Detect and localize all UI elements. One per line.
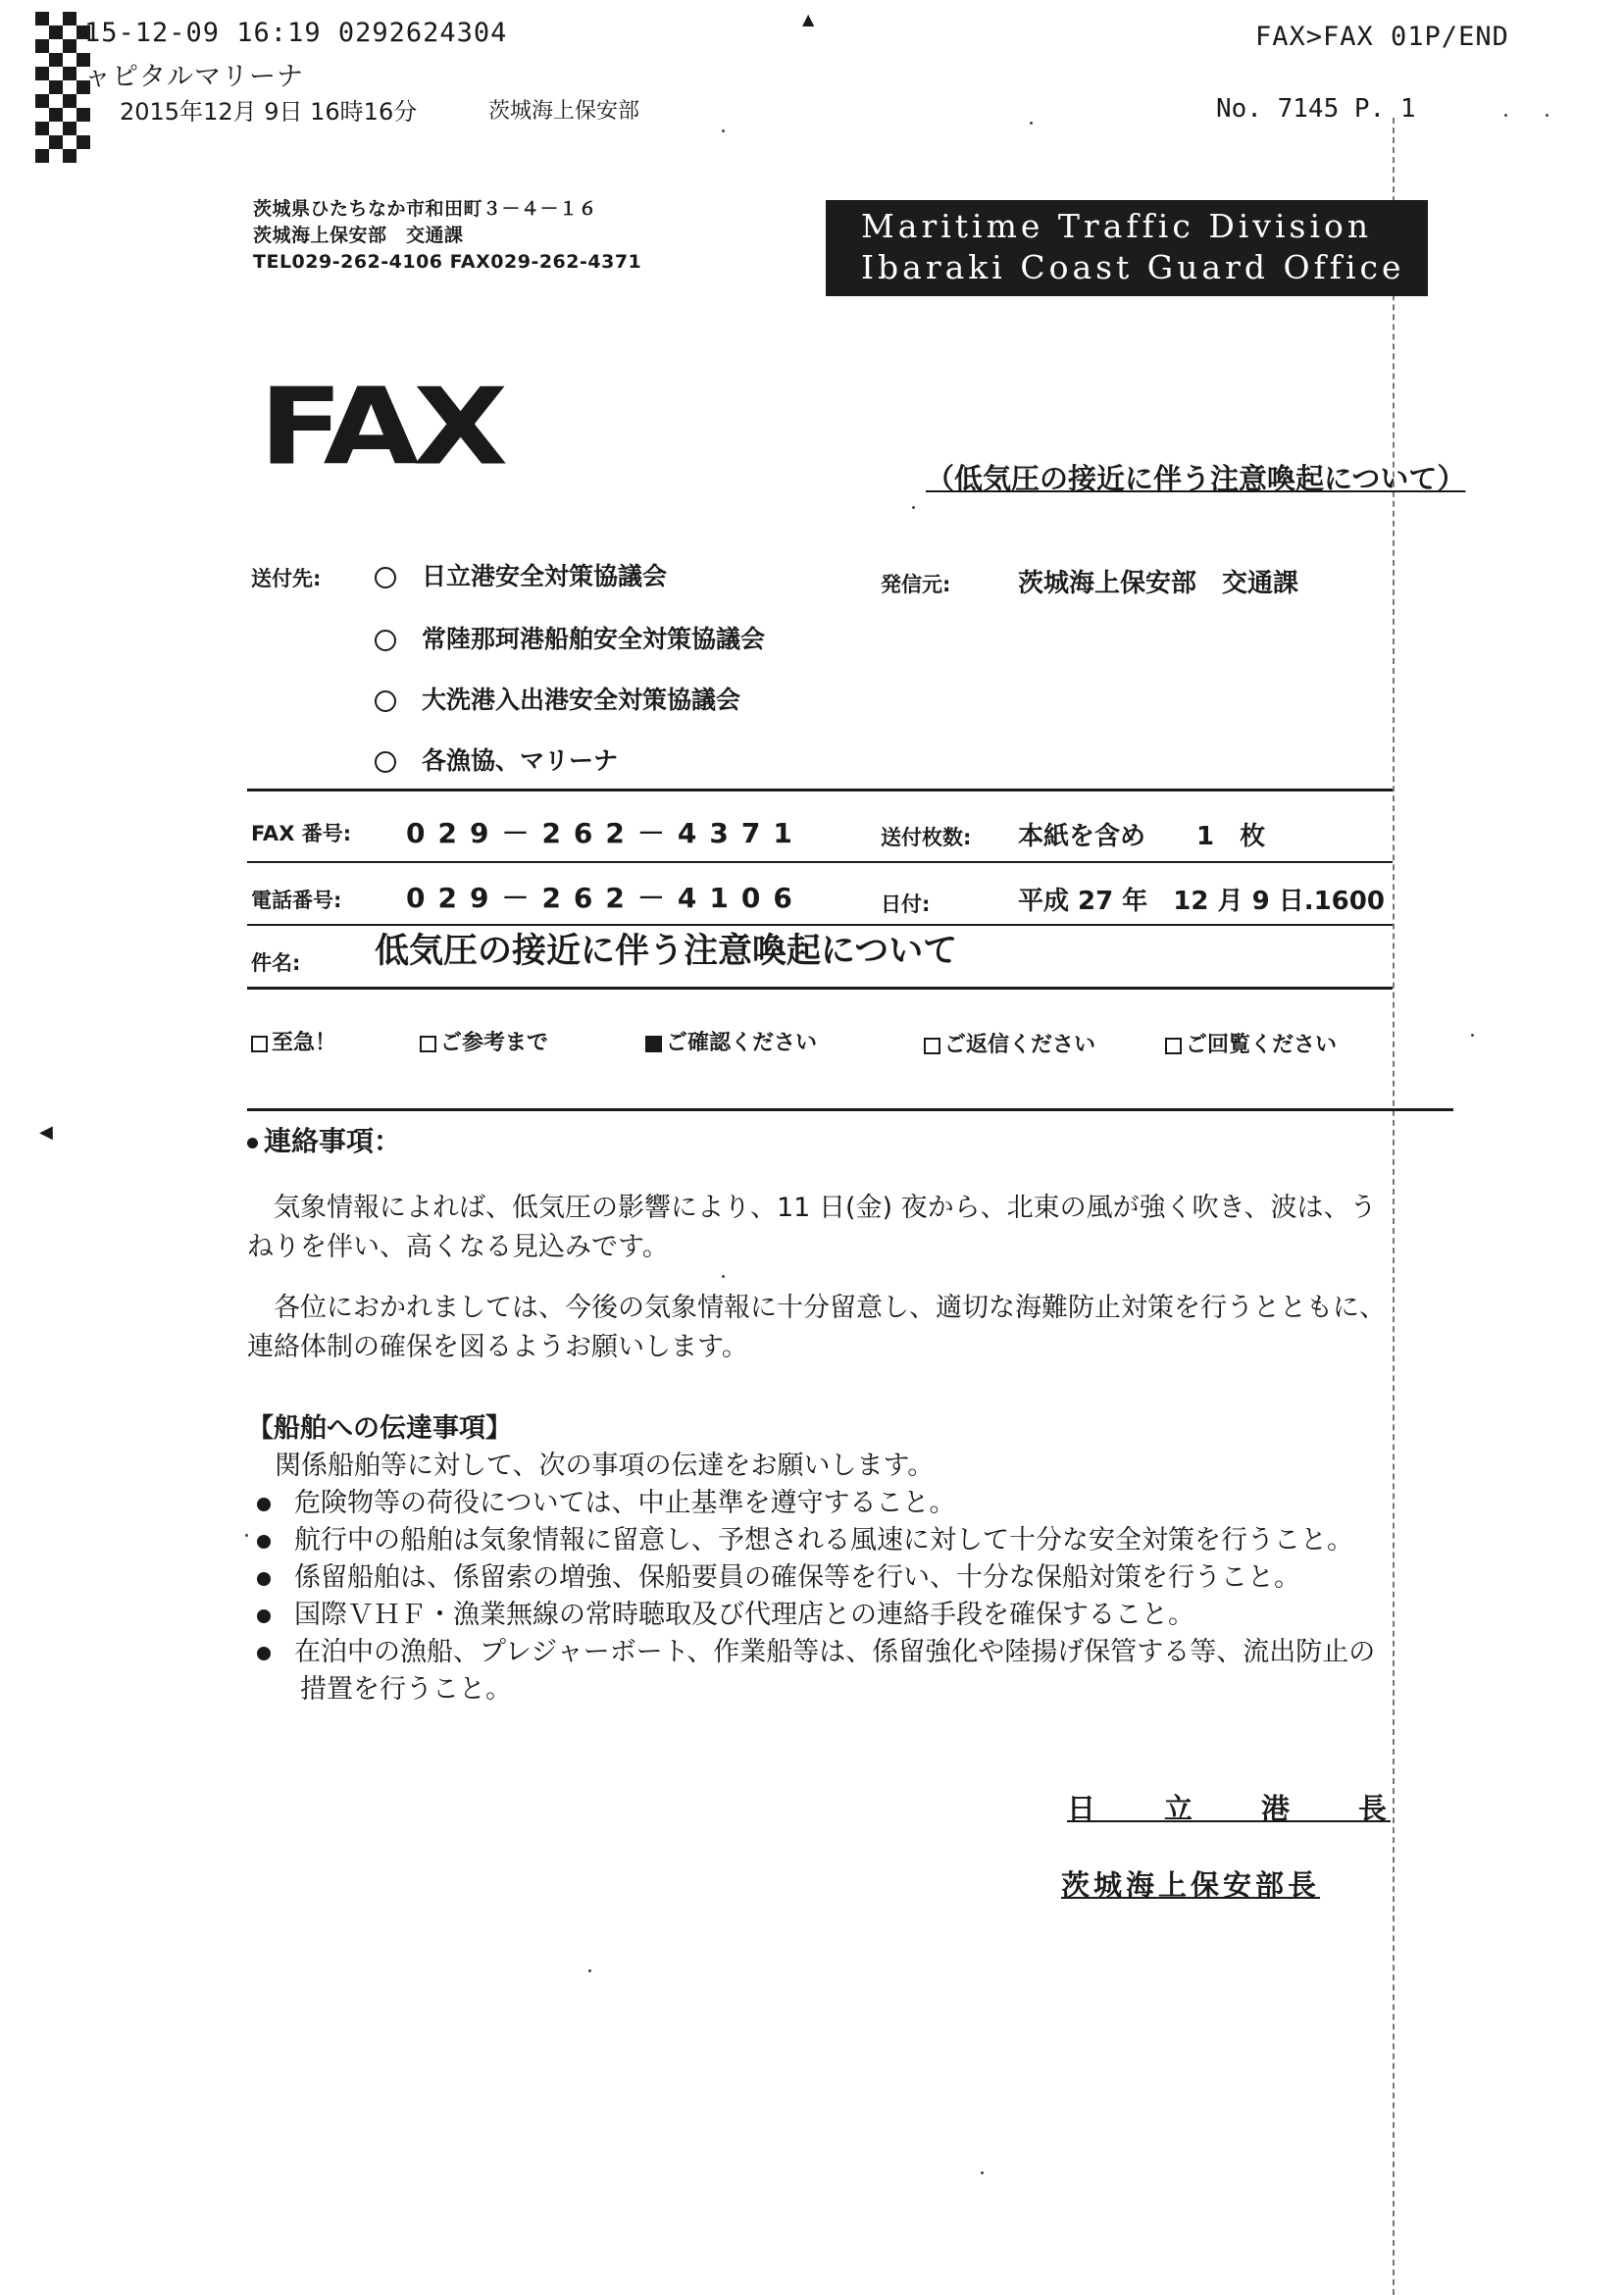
form-divider (247, 987, 1393, 990)
fax-number-value: 029－262－4371 (406, 817, 805, 849)
subject-label: 件名: (251, 951, 301, 975)
bullet-icon (257, 1609, 271, 1623)
fax-header-right: FAX>FAX 01P/END (1255, 22, 1509, 52)
notice-paragraph-1 (247, 1189, 1377, 1267)
circle-icon (375, 630, 396, 651)
checker-cell (63, 39, 76, 53)
checker-cell (49, 80, 63, 94)
form-divider (247, 861, 1393, 863)
scan-checker-pattern (35, 12, 90, 161)
scan-speck (1471, 1034, 1474, 1037)
checker-cell (35, 67, 49, 80)
circle-icon (375, 690, 396, 712)
checkbox-reply: ご返信ください (924, 1028, 1095, 1058)
ship-item: 国際ＶＨＦ・漁業無線の常時聴取及び代理店との連絡手段を確保すること。 (257, 1593, 1194, 1631)
fax-logo: FAX (259, 364, 503, 489)
bullet-icon (257, 1535, 271, 1549)
checker-cell (35, 149, 49, 163)
pages-label: 送付枚数: (881, 826, 972, 849)
ship-item: 在泊中の漁船、プレジャーボート、作業船等は、係留強化や陸揚げ保管する等、流出防止の (257, 1630, 1375, 1668)
signature-port-master: 日 立 港 長 (1067, 1792, 1392, 1825)
form-divider (247, 789, 1393, 791)
scan-speck (588, 1969, 591, 1972)
fax-header-sender: 茨城海上保安部 (488, 99, 640, 124)
checker-cell (63, 12, 76, 26)
checker-cell (76, 108, 90, 122)
scan-speck (1030, 122, 1033, 125)
signature-coast-guard-chief: 茨城海上保安部長 (1061, 1868, 1321, 1902)
checker-cell (35, 39, 49, 53)
checker-cell (35, 122, 49, 135)
pages-value: 本紙を含め 1 枚 (1018, 822, 1266, 851)
bullet-icon (247, 1138, 258, 1148)
fax-page-number: No. 7145 P. 1 (1216, 94, 1416, 124)
bullet-icon (257, 1647, 271, 1660)
recipient-item: 常陸那珂港船舶安全対策協議会 (375, 620, 765, 655)
subject-top: （低気圧の接近に伴う注意喚起について） (926, 462, 1466, 495)
phone-label: 電話番号: (251, 889, 342, 912)
checker-cell (63, 67, 76, 80)
checker-cell (49, 53, 63, 67)
page-marker-icon: ▲ (802, 10, 815, 28)
checker-cell (49, 26, 63, 39)
fax-header-line1: 15-12-09 16:19 0292624304 (84, 18, 508, 48)
division-line1: Maritime Traffic Division (861, 207, 1373, 245)
bullet-icon (257, 1498, 271, 1511)
date-label: 日付: (881, 892, 931, 916)
notice-p2-line2: 連絡体制の確保を図るようお願いします。 (247, 1332, 748, 1362)
fax-number-label: FAX 番号: (251, 822, 352, 845)
notice-heading: 連絡事項： (247, 1120, 401, 1159)
checker-cell (63, 122, 76, 135)
page-marker-icon: ◀ (39, 1122, 53, 1143)
checkbox-icon (420, 1036, 436, 1052)
recipient-item: 大洗港入出港安全対策協議会 (375, 681, 740, 716)
phone-value: 029－262－4106 (406, 882, 805, 914)
circle-icon (375, 567, 396, 588)
sender-address-line1: 茨城県ひたちなか市和田町３－４－１６ (253, 198, 598, 220)
ship-item: 係留船舶は、係留索の増強、保船要員の確保等を行い、十分な保船対策を行うこと。 (257, 1556, 1300, 1594)
recipient-item: 日立港安全対策協議会 (375, 557, 667, 592)
checkbox-icon (924, 1038, 940, 1054)
checker-cell (35, 94, 49, 108)
checker-cell (76, 135, 90, 149)
ship-item: 危険物等の荷役については、中止基準を遵守すること。 (257, 1481, 955, 1519)
fold-line (1393, 118, 1395, 2295)
date-value: 平成 27 年 12 月 9 日.1600 (1018, 887, 1385, 916)
sender-address-line2: 茨城海上保安部 交通課 (253, 225, 464, 246)
subject-value: 低気圧の接近に伴う注意喚起について (375, 932, 958, 971)
checkbox-confirm: ご確認ください (645, 1026, 817, 1056)
notice-p2-line1: 各位におかれましては、今後の気象情報に十分留意し、適切な海難防止対策を行うとともに、 (274, 1293, 1386, 1323)
scan-speck (1504, 114, 1507, 117)
circle-icon (375, 751, 396, 773)
from-label: 発信元: (881, 573, 951, 596)
fax-header-datetime: 2015年12月 9日 16時16分 (120, 98, 418, 126)
scan-speck (1546, 114, 1548, 117)
checker-cell (49, 108, 63, 122)
ship-items-intro: 関係船舶等に対して、次の事項の伝達をお願いします。 (275, 1451, 935, 1481)
division-box (826, 200, 1428, 296)
ship-item: 航行中の船舶は気象情報に留意し、予想される風速に対して十分な安全対策を行うこと。 (257, 1518, 1353, 1556)
form-divider (247, 1108, 1453, 1111)
checker-cell (49, 135, 63, 149)
scan-speck (981, 2171, 984, 2174)
notice-paragraph-2 (247, 1289, 1386, 1367)
checker-cell (63, 94, 76, 108)
notice-p1-line2: ねりを伴い、高くなる見込みです。 (247, 1232, 669, 1262)
checkbox-circulate: ご回覧ください (1165, 1028, 1337, 1058)
bullet-icon (257, 1572, 271, 1586)
checkbox-icon (251, 1036, 268, 1052)
recipient-item: 各漁協、マリーナ (375, 741, 618, 777)
checker-cell (63, 149, 76, 163)
checkbox-urgent: 至急！ (251, 1026, 336, 1056)
recipients-label: 送付先: (251, 567, 322, 590)
checkbox-checked-icon (645, 1036, 662, 1052)
checker-cell (35, 12, 49, 26)
scan-speck (245, 1534, 248, 1537)
sender-address (253, 196, 641, 276)
sender-address-line3: TEL029-262-4106 FAX029-262-4371 (253, 251, 642, 273)
scan-speck (722, 129, 725, 132)
notice-p1-line1: 気象情報によれば、低気圧の影響により、11 日(金) 夜から、北東の風が強く吹き、波は、う (274, 1193, 1377, 1223)
checkbox-icon (1165, 1038, 1182, 1054)
checkbox-reference: ご参考まで (420, 1026, 548, 1056)
division-line2: Ibaraki Coast Guard Office (861, 248, 1405, 286)
fax-header-line2: ャピタルマリーナ (84, 62, 304, 92)
ship-item-continued: 措置を行うこと。 (300, 1674, 512, 1705)
scan-speck (912, 506, 915, 509)
ship-items-heading: 【船舶への伝達事項】 (247, 1413, 512, 1444)
scan-speck (722, 1275, 725, 1278)
from-value: 茨城海上保安部 交通課 (1018, 569, 1299, 598)
